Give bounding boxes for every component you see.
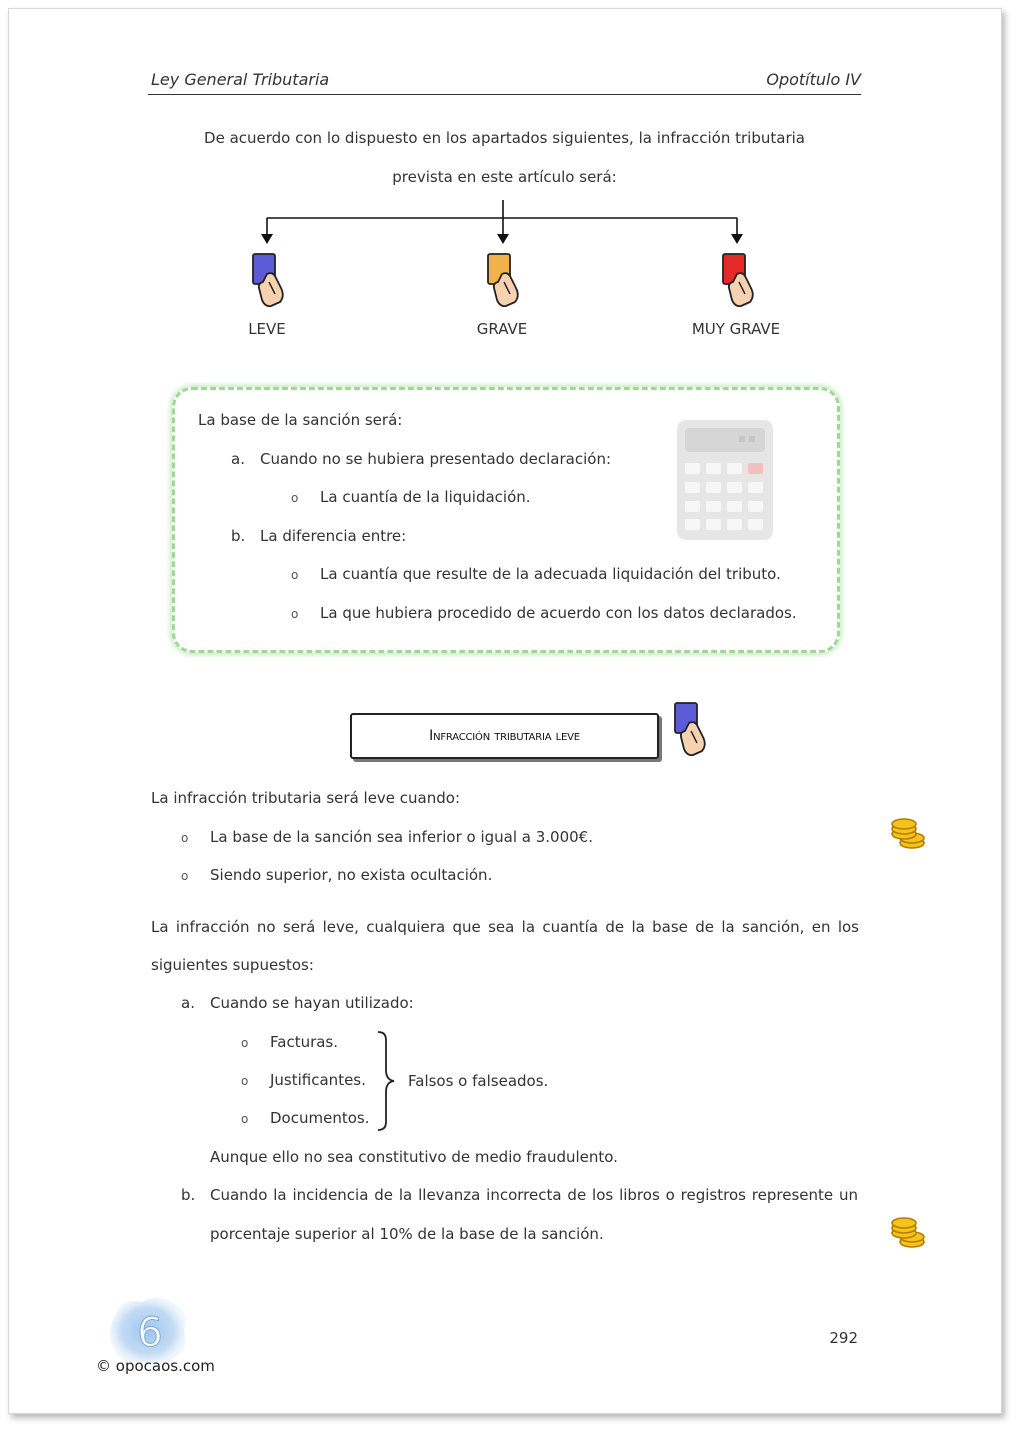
bullet: o	[241, 1074, 249, 1088]
no-leve-line-2: siguientes supuestos:	[151, 956, 314, 974]
bullet: o	[181, 831, 189, 845]
section-title-box	[350, 713, 659, 759]
leve-item-1: La base de la sanción sea inferior o igual a 3.000€.	[210, 828, 593, 846]
bullet: o	[241, 1036, 249, 1050]
calculator-icon	[676, 419, 774, 541]
leve-a-marker: a.	[181, 994, 195, 1012]
no-leve-line-1: La infracción no será leve, cualquiera que sea la cuantía de la base de la sanción, en los	[151, 918, 859, 936]
leve-a-text: Cuando se hayan utilizado:	[210, 994, 414, 1012]
doc-item: Justificantes.	[270, 1071, 366, 1089]
yellow-card-icon	[484, 252, 526, 310]
base-b-marker: b.	[231, 527, 246, 545]
base-a-text: Cuando no se hubiera presentado declaración:	[260, 450, 612, 468]
leve-b-marker: b.	[181, 1186, 196, 1204]
footer-logo-text: © opocaos.com	[96, 1357, 215, 1375]
leve-b-line-1: Cuando la incidencia de la llevanza incorrecta de los libros o registros represente un	[210, 1186, 858, 1204]
section-title: Infracción tributaria leve	[429, 728, 580, 744]
base-a-marker: a.	[231, 450, 245, 468]
page-number: 292	[829, 1329, 858, 1347]
curly-brace	[376, 1030, 398, 1132]
base-b1-text: La cuantía que resulte de la adecuada liquidación del tributo.	[320, 565, 781, 583]
header-rule	[148, 94, 861, 95]
base-title: La base de la sanción será:	[198, 411, 403, 429]
doc-item: Documentos.	[270, 1109, 370, 1127]
coins-icon	[890, 817, 928, 853]
intro-line-2: prevista en este artículo será:	[392, 168, 617, 186]
base-b2-text: La que hubiera procedido de acuerdo con los datos declarados.	[320, 604, 797, 622]
brace-text: Falsos o falseados.	[408, 1072, 549, 1090]
red-card-icon	[719, 252, 761, 310]
card-label-muy-grave: MUY GRAVE	[691, 320, 781, 338]
header-right-title: Opotítulo IV	[766, 70, 861, 89]
intro-line-1: De acuerdo con lo dispuesto en los apartados siguientes, la infracción tributaria	[204, 129, 805, 147]
base-a1-text: La cuantía de la liquidación.	[320, 488, 531, 506]
bullet: o	[241, 1112, 249, 1126]
bullet: o	[291, 568, 299, 582]
coins-icon	[890, 1216, 928, 1252]
bullet: o	[291, 607, 299, 621]
bullet: o	[181, 869, 189, 883]
blue-card-icon	[249, 252, 291, 310]
doc-item: Facturas.	[270, 1033, 339, 1051]
card-label-grave: GRAVE	[476, 320, 528, 338]
classification-arrows	[250, 198, 760, 248]
leve-intro: La infracción tributaria será leve cuando:	[151, 789, 461, 807]
bullet: o	[291, 491, 299, 505]
blue-card-icon	[671, 701, 713, 759]
card-label-leve: LEVE	[248, 320, 286, 338]
aunque-text: Aunque ello no sea constitutivo de medio fraudulento.	[210, 1148, 618, 1166]
svg-text:6: 6	[137, 1310, 163, 1356]
leve-item-2: Siendo superior, no exista ocultación.	[210, 866, 493, 884]
base-b-text: La diferencia entre:	[260, 527, 407, 545]
leve-b-line-2: porcentaje superior al 10% de la base de la sanción.	[210, 1225, 604, 1243]
header-left-title: Ley General Tributaria	[151, 70, 330, 89]
